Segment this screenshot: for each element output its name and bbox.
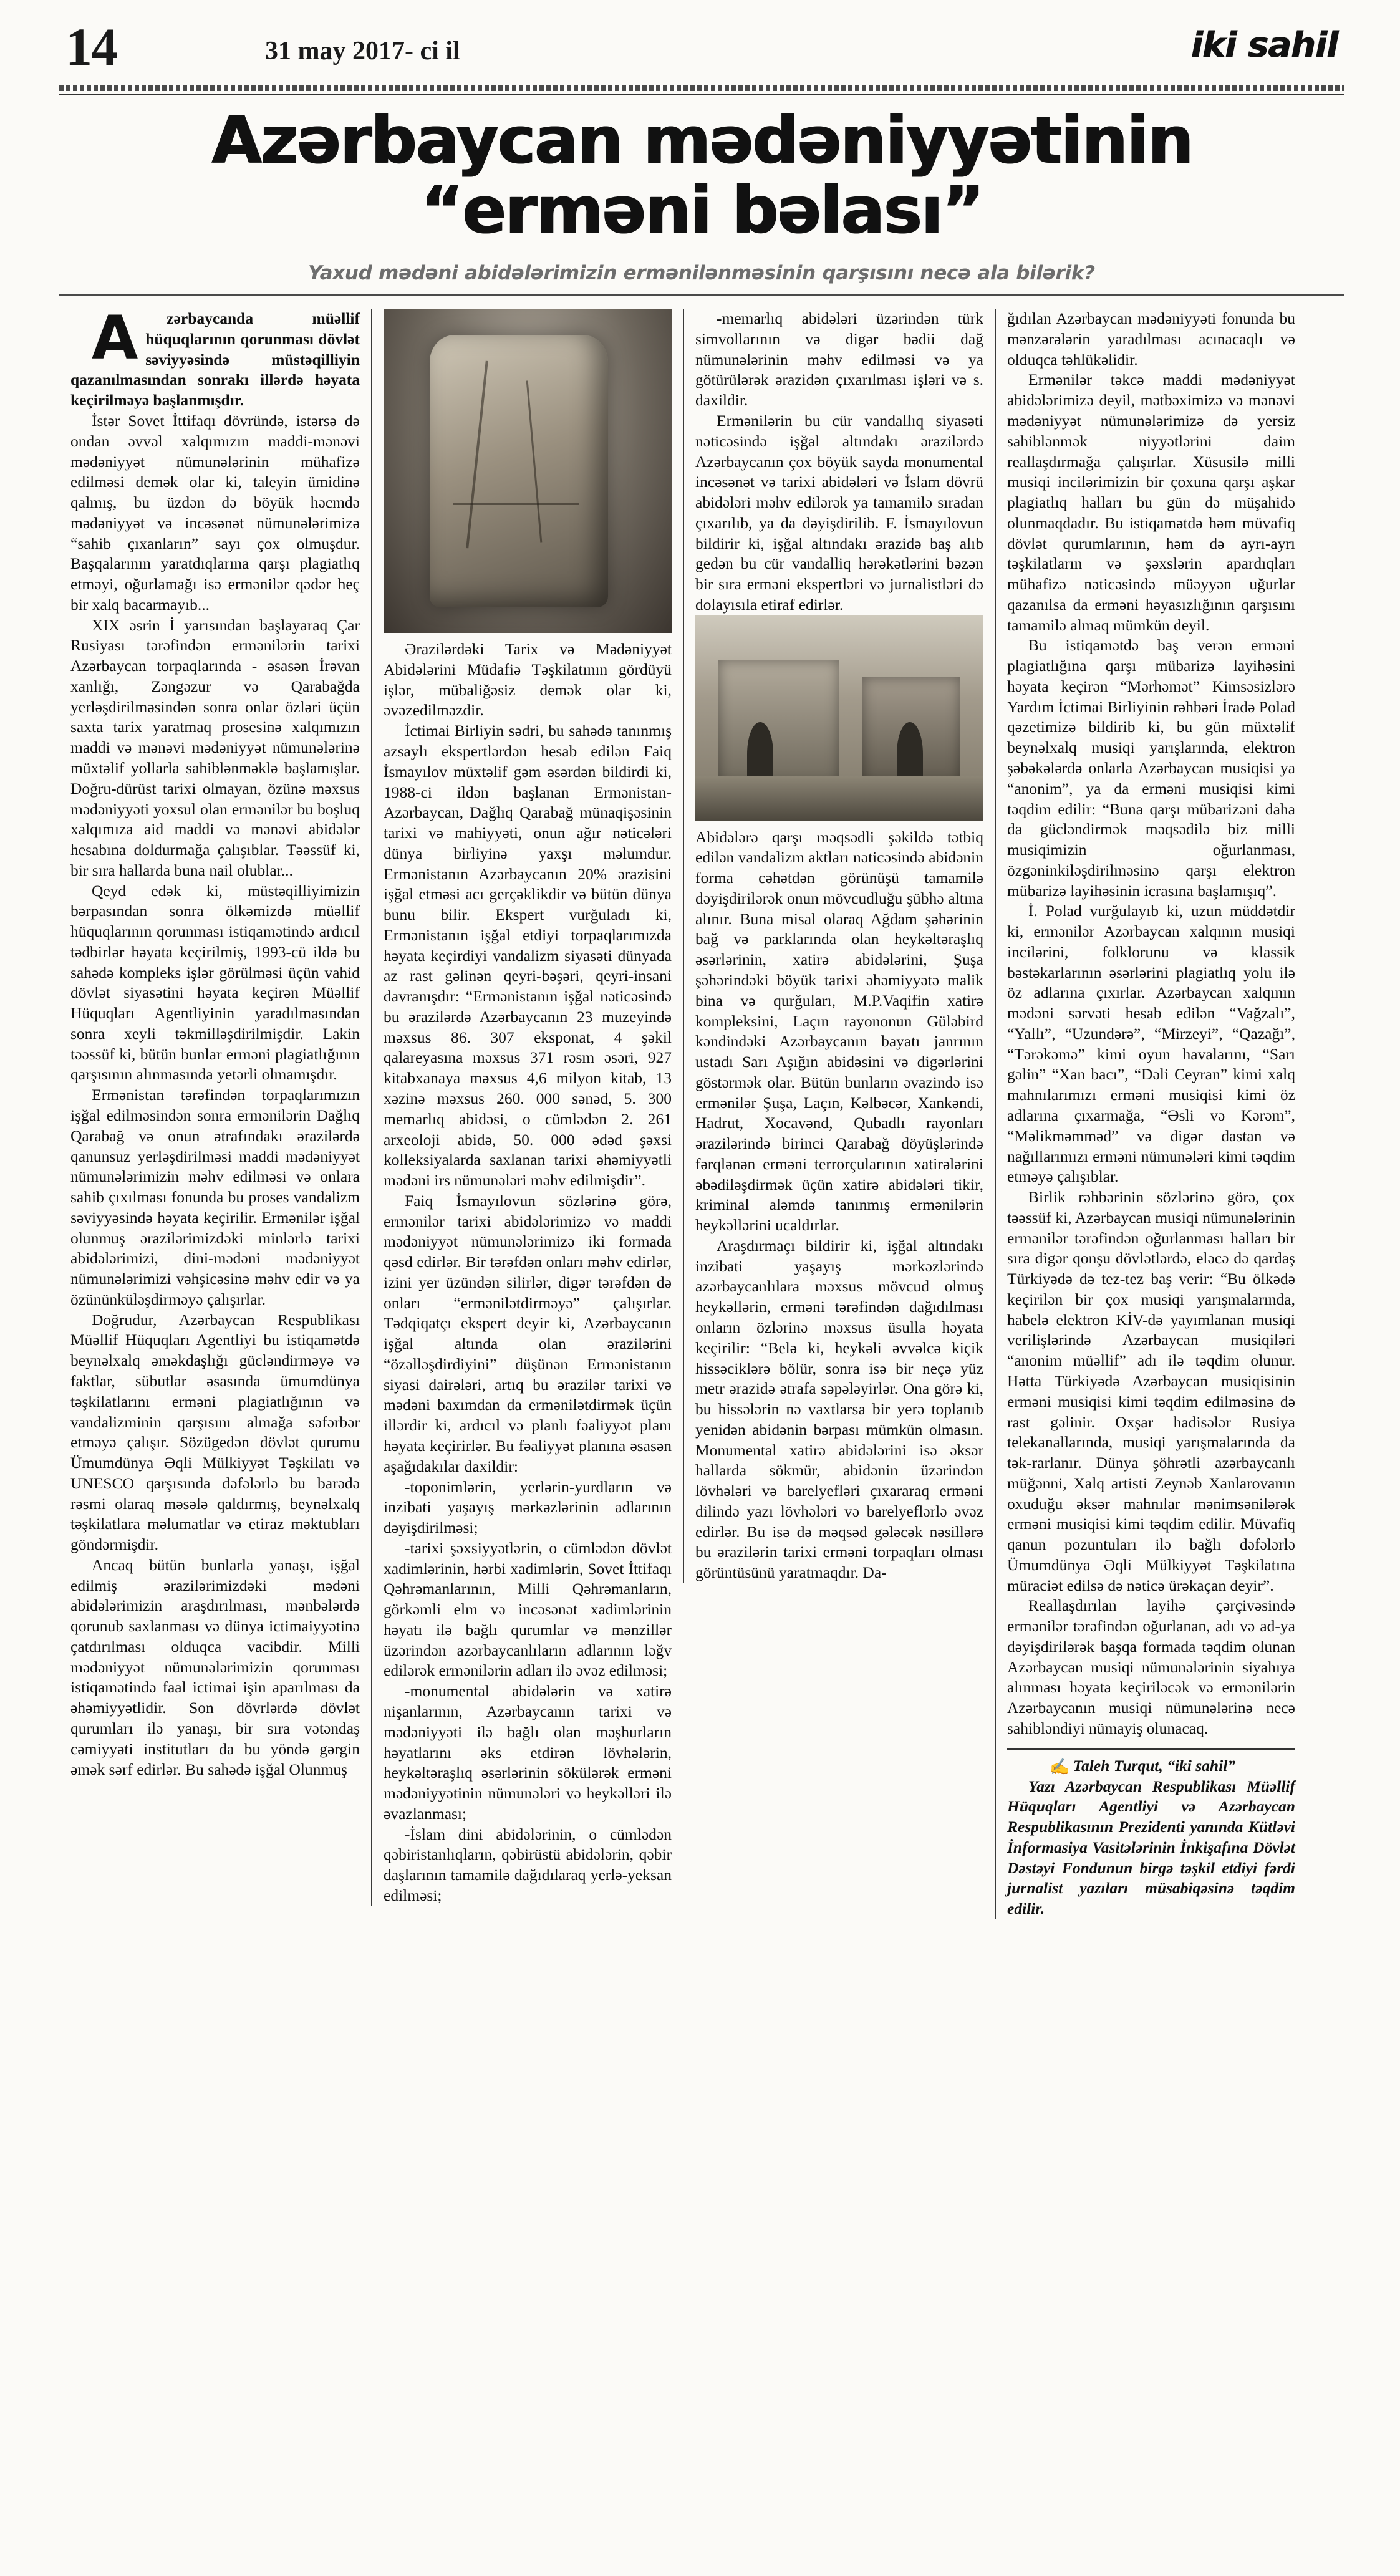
photo-building-left — [718, 660, 839, 784]
article-headline — [59, 102, 1344, 249]
lead-paragraph — [70, 303, 360, 411]
photo-caption: Ərazilərdəki Tarix və Mədəniyyət Abidələrini Müdafiə Təşkilatının gördüyü işlər, mübaliğəsiz demək olar ki, əvəzedilməzdir. — [384, 640, 672, 720]
masthead — [59, 17, 1344, 94]
headline-line-1: Azərbaycan mədəniyyətinin — [211, 102, 1192, 178]
photo-ground — [695, 776, 983, 821]
issue-date: 31 may 2017- ci il — [265, 37, 460, 65]
paragraph: Araşdırmaçı bildirir ki, işğal altındakı inzibati yaşayış mərkəzlərində azərbaycanlılara məxsus mövcud olmuş heykəllərin, erməni tərəfindən dağıdılması onların özlərinə məxsus üsulla həyata keçirilir: “Belə ki, heykəli əvvəlcə kiçik hissəciklərə bölür, sonra isə bir neçə yüz metr ərazidə ətrafa səpələyirlər. Ona görə ki, bu hissələrin nə vaxtlarsa bir yerə toplanıb yenidən abidənin bərpası mümkün olmasın. Monumental xatirə abidələrini isə əksər hallarda sökmür, abidənin üzərindən lövhələri və barelyefləri çıxararaq erməni dilində yazı lövhələri və barelyeflərlə əvəz edirlər. Bu isə də məqsəd gələcək nəsillərə bu ərazilərin tarixi erməni torpaqları olması görüntüsünü yaratmaqdır. Da- — [695, 1236, 983, 1582]
leaf-icon: ✍ — [1050, 1757, 1069, 1776]
masthead-divider-solid — [59, 94, 1344, 95]
publication-logo: iki sahil — [1190, 25, 1338, 65]
paragraph: Ermənilər təkcə maddi mədəniyyət abidələrimizə deyil, mətbəximizə və mənəvi mədəniyyət nümunələrimizə də yersiz sahiblənmək niyyətlərini daim reallaşdırmağa çalışırlar. Xüsusilə milli musiqi incilərimizin bir çoxuna qarşı aşkar plagiatlıq halları bu gün də müşahidə olunmaqdadır. Bu istiqamətdə həm müvafiq dövlət qurumlarının, həm də ayrı-ayrı təşkilatların və şəxslərin apardıqları mühafizə nəticəsində müəyyən uğurlar qazanılsa da erməni həyasızlığının qarşısını tamamilə almaq mümkün deyil. — [1007, 370, 1295, 634]
paragraph: Birlik rəhbərinin sözlərinə görə, çox təəssüf ki, Azərbaycan musiqi nümunələrinin ermənilər tərəfindən oğurlanması halları bir sıra digər qonşu dövlətlərdə, eləcə də qardaş Türkiyədə də tez-tez baş verir: “Bu ölkədə keçirilən bir çox musiqi yarışmalarında, habelə elektron KİV-də yayımlanan musiqi verilişlərində Azərbaycan musiqiləri “anonim müəllif” adı ilə təqdim olunur. Hətta Türkiyədə Azərbaycan musiqisinin erməni musiqisi kimi təqdim edilməsinə də rast gəlinir. Oxşar hadisələr Rusiya telekanallarında, musiqi yarışmalarında da tək-rarlanır. Dünya şöhrətli azərbaycanlı müğənni, Xalq artisti Zeynəb Xanlarovanın oxuduğu əksər mahnılar mənimsənilərək erməni musiqisi kimi təqdim edilir. Müvafiq qanun pozuntuları ilə bağlı dəfələrlə Ümumdünya Əqli Mülkiyyət Təşkilatına müraciət edilsə də nəticə ürəkaçan deyir”. — [1007, 1188, 1295, 1594]
paragraph-list-item: -memarlıq abidələri üzərindən türk simvollarının və digər bədii dağ nümunələrinin məhv edilməsi və ya götürülərək ərazidən çıxarılması işləri və s. daxildir. — [695, 309, 983, 410]
paragraph: Abidələrə qarşı məqsədli şəkildə tətbiq edilən vandalizm aktları nəticəsində abidənin forma cəhətdən görünüşü tamamilə dəyişdirilərək onun mövcudluğu şübhə altına alınır. Buna misal olaraq Ağdam şəhərinin bağ və parklarında olan heykəltəraşlıq əsərlərinin, xatirə abidələrini, Şuşa şəhərindəki böyük tarixi əhəmiyyətə malik bina və qurğuları, M.P.Vaqifin xatirə kompleksini, Laçın rayononun Güləbird kəndindəki Azərbaycanın bayatı janrının ustadı Sarı Aşığın abidəsini və digərlərini göstərmək olar. Bütün bunların əvazində isə ermənilər Şuşa, Laçın, Kəlbəcər, Xankəndi, Hadrut, Xocavənd, Qubadlı rayonları ərazilərində birinci Qarabağ döyüşlərində fərqlənən erməni terrorçularının xatirələrini əbədiləşdirmək üçün xatirə abidələri tikir, kriminal aləmdə tanınmış ermənilərin heykəllərini ucaldırlar. — [695, 827, 983, 1235]
paragraph-list-item: -toponimlərin, yerlərin-yurdların və inzibati yaşayış mərkəzlərinin adlarının dəyişdirilməsi; — [384, 1477, 672, 1537]
paragraph: Reallaşdırılan layihə çərçivəsində ermənilər tərəfindən oğurlanan, adı və ad-ya dəyişdirilərək başqa formada təqdim olunan Azərbaycan musiqi nümunələrinin siyahıya alınması həyata keçiriləcək və ermənilərin Azərbaycanın musiqi nümunələrinə necə sahibləndiyi nümayiş olunacaq. — [1007, 1596, 1295, 1737]
column-4 — [995, 309, 1306, 1919]
page-content — [59, 17, 1344, 2544]
column-1 — [59, 303, 371, 1780]
paragraph: Ermənistan tərəfindən torpaqlarımızın işğal edilməsindən sonra ermənilərin Dağlıq Qarabağ və onun ətrafındakı ərazilərdə qanunsuz yerləşdirilməsi maddi mədəniyyət nümunələrimizin məhv edilməsi və onlara sahib çıxılması fonunda bu proses vandalizm səviyyəsində həyata keçirilir. Ermənilər işğal olunmuş ərazilərimizdəki minlərlə tarixi abidələrimizi, dini-mədəni mədəniyyət nümunələrimizi vəhşicəsinə məhv edir və ya özününküləşdirməyə çalışırlar. — [70, 1086, 360, 1308]
paragraph: Ermənilərin bu cür vandallıq siyasəti nəticəsində işğal altındakı ərazilərdə Azərbaycanın çox böyük sayda monumental incəsənət və tarixi abidələri və İslam dövrü abidələri məhv edilərək ya tamamilə sıradan çıxarılıb, ya da dəyişdirilib. F. İsmayılovun bildirir ki, işğal altındakı ərazidə baş alıb gedən bu cür vandalliq hərəkətlərini bəzən bir sıra erməni ekspertləri və jurnalistləri də dolayısıla etiraf edirlər. — [695, 411, 983, 614]
masthead-divider-dotted — [59, 85, 1344, 91]
paragraph: ğıdılan Azərbaycan mədəniyyəti fonunda bu mənzərələrin yaradılması acınacaqlı və olduqca təhlükəlidir. — [1007, 309, 1295, 369]
paragraph: Faiq İsmayılovun sözlərinə görə, ermənilər tarixi abidələrimizə və maddi mədəniyyət nümunələrimizə iki formada qəsd edirlər. Bir tərəfdən onları məhv edirlər, izini yer üzündən silirlər, digər tərəfdən də onları “ermənilətdirməyə” çalışırlar. Tədqiqatçı ekspert deyir ki, Azərbaycanın işğal altında olan ərazilərini “özəlləşdirdiyini” düşünən Ermənistanın siyasi dairələri, artıq bu ərazilər tarixi və mədəni baxımdan da ermənilətdirmək üçün illərdir ki, ardıcıl və planlı fəaliyyət planı həyata keçirirlər. Bu fəaliyyət planına əsasən aşağıdakılar daxildir: — [384, 1191, 672, 1475]
paragraph: Ancaq bütün bunlarla yanaşı, işğal edilmiş ərazilərimizdəki mədəni abidələrimizin araşdırılması, mənbələrdə qorunub saxlanması və dünya ictimaiyyətinə çatdırılması olduqca vacibdir. Milli mədəniyyət nümunələrimizin qorunması istiqamətində faal ictimai işin aparılması da əhəmiyyətlidir. Son dövrlərdə dövlət qurumları ilə yanaşı, bir sıra vətəndaş cəmiyyəti institutları da bu yöndə gərgin əmək sərf edirlər. Bu sahədə işğal Olunmuş — [70, 1555, 360, 1778]
article-footnote: Yazı Azərbaycan Respublikası Müəllif Hüquqları Agentliyi və Azərbaycan Respublikasının Prezidenti yanında Kütləvi İnformasiya Vasitələrinin İnkişafına Dövlət Dəstəyi Fondunun birgə təşkil etdiyi fərdi jurnalist yazıları müsabiqəsinə təqdim edilir. — [1007, 1777, 1295, 1918]
paragraph-list-item: -tarixi şəxsiyyətlərin, o cümlədən dövlət xadimlərinin, hərbi xadimlərin, Sovet İttifaqı Qəhrəmanlarının, Milli Qəhrəmanların, görkəmli elm və incəsənət xadimlərinin həyatı ilə bağlı qurumlar və mənzillər üzərindən azərbaycanlıların adlarının ləğv edilərək ermənilərin adları ilə əvəz edilməsi; — [384, 1538, 672, 1680]
page-number: 14 — [65, 17, 117, 77]
headline-line-2: “erməni bəlası” — [420, 172, 983, 249]
paragraph-list-item: -İslam dini abidələrinin, o cümlədən qəbiristanlıqların, qəbirüstü abidələrin, qəbir daşlarının tamamilə dağıdılaraq yerlə-yeksan edilməsi; — [384, 1825, 672, 1904]
signature-divider — [1007, 1748, 1295, 1750]
stone-monument-photo — [384, 309, 672, 633]
paragraph: İctimai Birliyin sədri, bu sahədə tanınmış azsaylı ekspertlərdən hesab edilən Faiq İsmayılov müxtəlif gəm əsərdən bildirdi ki, 1988-ci ildən başlanan Ermənistan-Azərbaycan, Dağlıq Qarabağ münaqişəsinin tarixi və mahiyyəti, onun ağır nəticələri dünya birliyinə yaxşı məlumdur. Ermənistanın Azərbaycanın 20% ərazisini işğal etməsi acı gerçəklikdir və bütün dünya bunu bilir. Ekspert vurğuladı ki, Ermənistanın işğal etdiyi torpaqlarımızda həyata keçirdiyi vandalizm siyasəti dünyada az rast gəlinən qeyri-bəşəri, qeyri-insani davranışdır: “Ermənistanın işğal nəticəsində bu ərazilərdə Azərbaycanın 23 muzeyində məxsus 86. 307 eksponat, 4 şəkil qalareyasına məxsus 371 rəsm əsəri, 927 kitabxanaya məxsus 4,6 milyon kitab, 13 xəzinə məxsus 260. 000 sənəd, 5. 300 memarlıq abidəsi, o cümlədən 2. 261 arxeoloji abidə, 50. 000 ədəd şəxsi kolleksiyalarda saxlanan tarixi əhəmiyyətli mədəni irs nümunələri məhv edilmişdir”. — [384, 721, 672, 1190]
paragraph: Qeyd edək ki, müstəqilliyimizin bərpasından sonra ölkəmizdə müəllif hüquqlarının qorunması istiqamətində ardıcıl tədbirlər həyata keçirilmiş, 1993-cü ildə bu sahədə kompleks işlər görülməsi üçün vahid dövlət siyasətini həyata keçirən Müəllif Hüquqları Agentliyinin yaradılmasından sonra xeyli təkmilləşdirilmişdir. Lakin təəssüf ki, bütün bunlar erməni plagiatlığının qarşısının alınmasında yetərli olmamışdır. — [70, 881, 360, 1084]
ruined-buildings-photo — [695, 615, 983, 821]
author-name: Taleh Turqut, “iki sahil” — [1073, 1756, 1236, 1775]
headline-block — [59, 102, 1344, 296]
paragraph-list-item: -monumental abidələrin və xatirə nişanlarının, Azərbaycanın tarixi və mədəniyyəti ilə bağlı olan məşhurların həyatlarını əks etdirən lövhələrin, heykəltəraşlıq əsərlərinin sökülərək erməni mədəniyyətinin nümunələri və heykəlləri ilə əvazlanması; — [384, 1682, 672, 1823]
lead-text: zərbaycanda müəllif hüquqlarının qorunması dövlət səviyyəsində müstəqilliyin qazanılmasından sonrakı illərdə həyata keçirilməyə başlanmışdır. — [70, 309, 360, 410]
article-subheadline: Yaxud mədəni abidələrimizin ermənilənməsinin qarşısını necə ala bilərik? — [308, 262, 1095, 285]
paragraph: İ. Polad vurğulayıb ki, uzun müddətdir ki, ermənilər Azərbaycan xalqının musiqi incilərini, folklorunu və klassik bəstəkarlarının əsərlərini plagiatlıq yolu ilə öz adlarına çıxırlar. Azərbaycan xalqının mədəni sərvəti hesab edilən “Vağzalı”, “Yallı”, “Uzundərə”, “Mirzeyi”, “Qazağı”, “Tərəkəmə” kimi oyun havalarını, “Sarı gəlin” “Xan bacı”, “Dəli Ceyran” kimi xalq mahnılarımızı erməni musiqisi kimi öz adlarına çıxarmağa, “Əsli və Kərəm”, “Məlikməmməd” və digər dastan və nağıllarımızı erməni nümunələri kimi təqdim etməyə çalışıblar. — [1007, 902, 1295, 1186]
photo-doorway — [747, 722, 773, 776]
column-2 — [371, 309, 683, 1906]
photo-stone-shape — [430, 335, 608, 607]
paragraph: XIX əsrin İ yarısından başlayaraq Çar Rusiyası tərəfindən ermənilərin tarixi Azərbaycan torpaqlarında - əsasən İrəvan xanlığı, Zəngəzur və Qarabağda yerləşdirilməsindən sonra onlar özləri üçün saxta tarix yaratmaq prosesinə xalqımızın maddi və mənəvi mədəniyyət nümunələrinə müxtəlif yollarla sahiblənməklə başlamışlar. Doğru-dürüst tarixi olmayan, özünə məxsus mədəniyyəti yoxsul olan ermənilər bu boşluq xalqımıza aid maddi və mənəvi abidələr hesabına doldurmağa çalışıblar. Təəssüf ki, bir sıra hallarda buna nail olublar... — [70, 615, 360, 879]
drop-cap: A — [92, 303, 138, 374]
article-columns — [59, 303, 1344, 1919]
article-author — [1007, 1756, 1295, 1777]
paragraph: Doğrudur, Azərbaycan Respublikası Müəllif Hüquqları Agentliyi bu istiqamətdə beynəlxalq əməkdaşlığı gücləndirməyə və faktlar, sübutlar əsasında ümumdünya təşkilatlarını erməni plagiatlığının və vandalizminin qarşısını almağa səfərbər etməyə çalışır. Sözügedən dövlət qurumu Ümumdünya Əqli Mülkiyyət Təşkilatı və UNESCO qarşısında dəfələrlə bu barədə rəsmi olaraq məsələ qaldırmış, beynəlxalq təşkilatlara məlumatlar və etiraz məktubları göndərmişdir. — [70, 1310, 360, 1554]
column-3 — [683, 309, 995, 1583]
photo-crack — [453, 503, 579, 505]
paragraph: Bu istiqamətdə baş verən erməni plagiatlığına qarşı mübarizə layihəsini həyata keçirən “Mərhəmət” Kimsəsizlərə Yardım İctimai Birliyinin rəhbəri İradə Polad qəzetimizə bildirib ki, bu gün müxtəlif beynəlxalq musiqi yarışlarında, elektron şəbəkələrdə onlarla Azərbaycan musiqisi ya “anonim”, ya da erməni musiqisi kimi təqdim edilir: “Buna qarşı mübarizəni daha da gücləndirmək məqsədilə biz milli musiqimizin oğurlanması, özgəninkiləşdirilməsinə qarşı elektron mübarizə layihəsinin icrasına başlamışıq”. — [1007, 636, 1295, 900]
headline-divider — [59, 294, 1344, 296]
paragraph: İstər Sovet İttifaqı dövründə, istərsə də ondan əvvəl xalqımızın maddi-mənəvi mədəniyyət nümunələrinin mühafizə edilməsi demək olar ki, taleyin ümidinə qalmış, bu üzdən də böyük həcmdə mədəniyyət və incəsənət nümunələrimizə “sahib çıxanların” sayı çox olmuşdur. Başqalarının yaratdıqlarına qarşı plagiatlıq etməyi, oğurlamağı isə ermənilər qədər heç bir xalq bacarmayıb... — [70, 411, 360, 614]
